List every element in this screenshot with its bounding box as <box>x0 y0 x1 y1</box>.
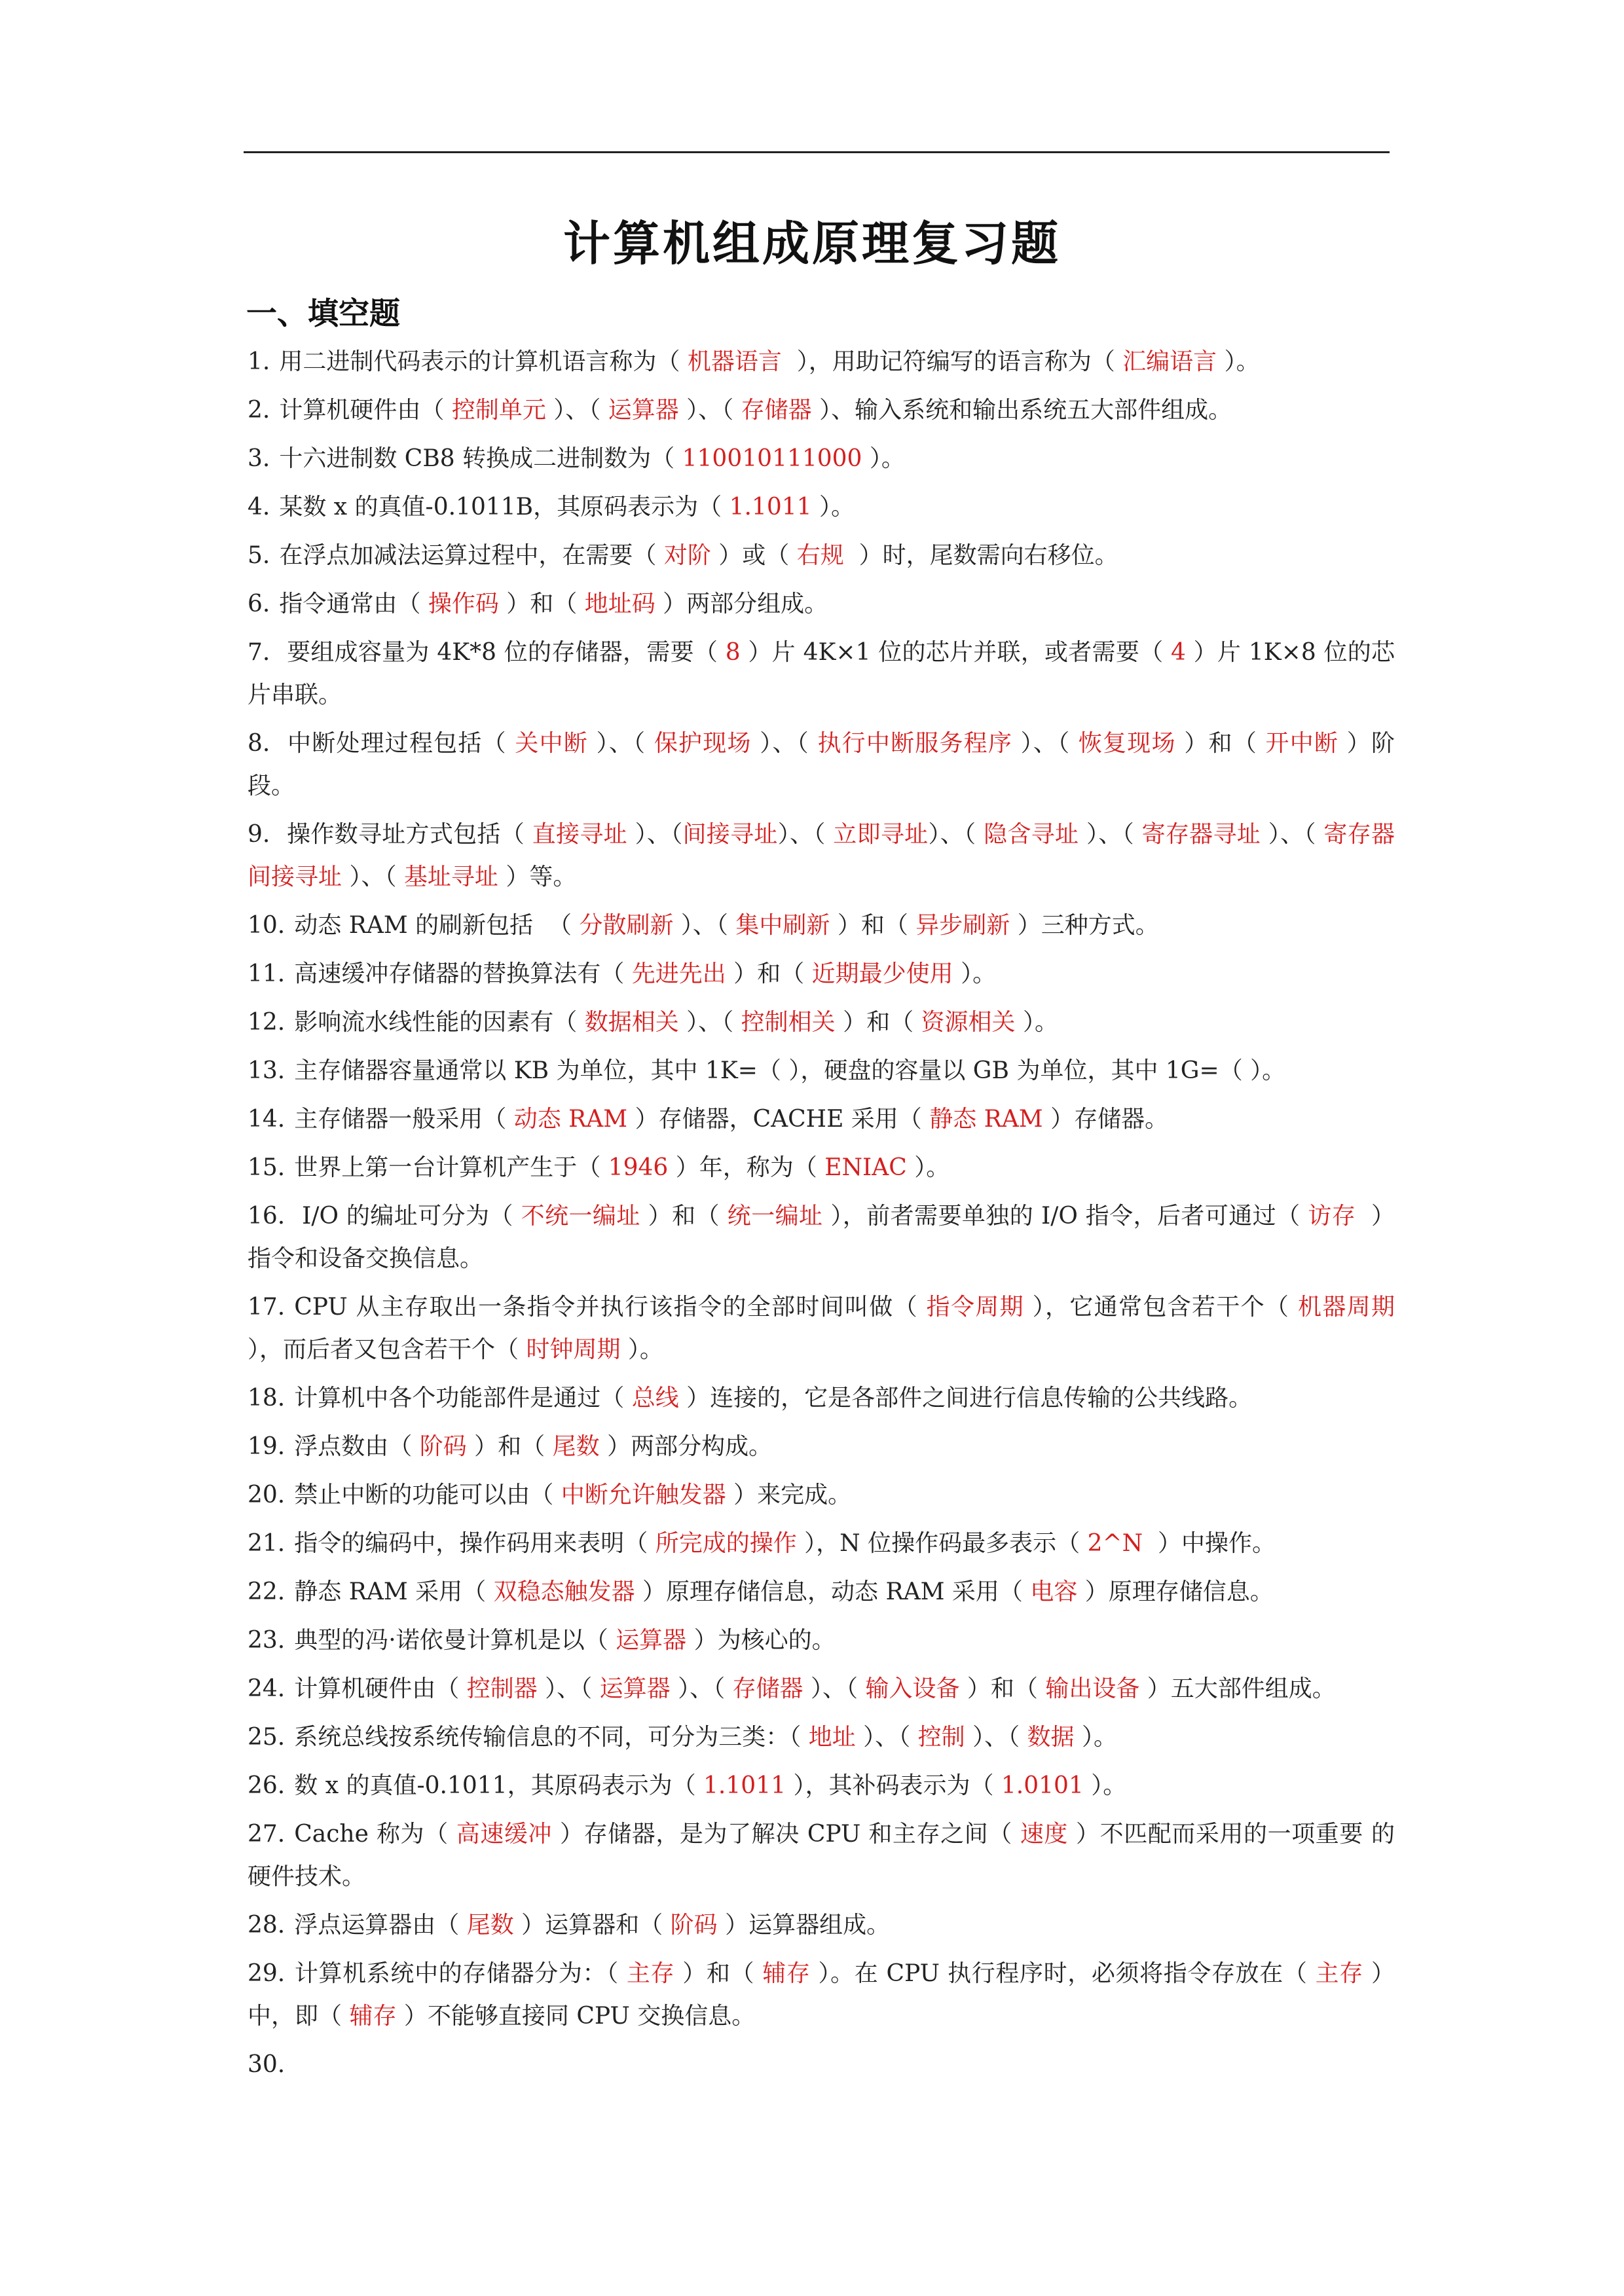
question-item <box>248 534 1395 577</box>
question-text: 在浮点加减法运算过程中，在需要（ <box>279 542 664 569</box>
question-text: ）年，称为（ <box>668 1154 825 1181</box>
question-text: ）和（ <box>726 960 812 987</box>
question-text: ）运算器和（ <box>513 1912 671 1939</box>
question-text: ）三种方式。 <box>1010 912 1159 939</box>
question-number: 21. <box>248 1530 286 1557</box>
answer-text: 控制器 <box>466 1675 538 1702</box>
question-number: 25. <box>248 1724 286 1751</box>
question-number: 23. <box>248 1627 286 1654</box>
question-text: ）、（ <box>545 397 608 424</box>
question-text: ）和（ <box>674 1960 763 1987</box>
question-text: ）、（ <box>537 1675 600 1702</box>
question-item <box>248 1425 1395 1468</box>
question-item <box>248 1049 1395 1092</box>
question-text: ）和（ <box>498 591 585 617</box>
question-text: I/O 的编址可分为（ <box>294 1203 521 1230</box>
answer-text: 分散刷新 <box>579 912 674 939</box>
answer-text: 总线 <box>631 1385 679 1412</box>
question-text: ）不能够直接同 CPU 交换信息。 <box>396 2003 756 2030</box>
question-text: 高速缓冲存储器的替换算法有（ <box>294 960 632 987</box>
question-text: ）、（ <box>928 821 984 848</box>
answer-text: 静态 RAM <box>929 1106 1043 1133</box>
answer-text: 直接寻址 <box>532 821 627 848</box>
answer-text: 机器周期 <box>1298 1294 1395 1321</box>
question-text: 典型的冯·诺依曼计算机是以（ <box>294 1627 616 1654</box>
question-text: ）、（ <box>803 1675 866 1702</box>
answer-text: 1.1011 <box>703 1772 786 1799</box>
question-item <box>248 953 1395 995</box>
question-text: 静态 RAM 采用（ <box>294 1578 494 1605</box>
question-list <box>248 340 1410 2092</box>
question-text: ）、（ <box>670 1675 733 1702</box>
question-text: 计算机中各个功能部件是通过（ <box>294 1385 632 1412</box>
question-text: ）等。 <box>498 864 577 890</box>
question-text: ）和（ <box>835 1009 921 1036</box>
question-text: ）存储器，是为了解决 CPU 和主存之间（ <box>552 1821 1020 1848</box>
answer-text: 尾数 <box>466 1912 514 1939</box>
question-item <box>248 1286 1403 1371</box>
question-item <box>248 1764 1395 1807</box>
answer-text: 操作码 <box>428 591 499 617</box>
answer-text: 寄存器寻址 <box>1141 821 1261 848</box>
question-text: ）。 <box>811 494 855 520</box>
question-text: ）、（ <box>587 730 654 757</box>
question-text: 禁止中断的功能可以由（ <box>294 1482 561 1508</box>
question-text: ）为核心的。 <box>686 1627 836 1654</box>
answer-text: 地址码 <box>584 591 655 617</box>
question-text: ）和（ <box>1175 730 1266 757</box>
question-item <box>248 1522 1395 1565</box>
answer-text: 保护现场 <box>654 730 752 757</box>
answer-text: 近期最少使用 <box>811 960 953 987</box>
question-number: 5. <box>248 542 270 569</box>
question-text: ）和（ <box>959 1675 1046 1702</box>
question-item <box>248 1195 1395 1280</box>
answer-text: 控制 <box>917 1724 965 1751</box>
question-text: 用二进制代码表示的计算机语言称为（ <box>279 348 688 375</box>
question-item <box>248 1667 1395 1710</box>
question-text: ）、（ <box>855 1724 918 1751</box>
question-text: 某数 x 的真值-0.1011B，其原码表示为（ <box>279 494 729 520</box>
question-text: ）和（ <box>640 1203 728 1230</box>
question-text: ）、（ <box>678 397 741 424</box>
answer-text: 先进先出 <box>631 960 726 987</box>
answer-text: 高速缓冲 <box>456 1821 553 1848</box>
answer-text: 寄存器间接寻址 <box>248 821 1395 890</box>
question-text: ）五大部件组成。 <box>1139 1675 1336 1702</box>
answer-text: 地址 <box>808 1724 856 1751</box>
answer-text: 存储器 <box>741 397 812 424</box>
question-text: ）。 <box>1083 1772 1127 1799</box>
question-text: ）中操作。 <box>1143 1530 1276 1557</box>
question-number: 27. <box>248 1821 286 1848</box>
question-number: 16. <box>248 1203 286 1230</box>
answer-text: 中断允许触发器 <box>561 1482 726 1508</box>
answer-text: 1946 <box>608 1154 669 1181</box>
answer-text: 双稳态触发器 <box>493 1578 635 1605</box>
question-item <box>248 813 1395 898</box>
question-text: ）。 <box>1015 1009 1058 1036</box>
question-text: 操作数寻址方式包括（ <box>279 821 532 848</box>
answer-text: 对阶 <box>663 542 711 569</box>
answer-text: 指令周期 <box>926 1294 1024 1321</box>
question-item <box>248 1098 1395 1140</box>
question-text: Cache 称为（ <box>294 1821 456 1848</box>
question-text: ）两部分组成。 <box>655 591 828 617</box>
question-text: 世界上第一台计算机产生于（ <box>294 1154 608 1181</box>
answer-text: 输出设备 <box>1045 1675 1140 1702</box>
question-item <box>248 340 1395 383</box>
answer-text: 110010111000 <box>682 445 862 472</box>
question-item <box>248 904 1395 947</box>
question-text: ）原理存储信息，动态 RAM 采用（ <box>635 1578 1031 1605</box>
question-number: 26. <box>248 1772 286 1799</box>
answer-text: 统一编址 <box>727 1203 823 1230</box>
question-text: 主存储器容量通常以 KB 为单位，其中 1K=（ ），硬盘的容量以 GB 为单位，其中 1G=（ ）。 <box>294 1057 1286 1084</box>
question-text: ）、（ <box>627 821 683 848</box>
question-number: 6. <box>248 591 270 617</box>
answer-text: 尾数 <box>552 1433 600 1460</box>
question-number: 15. <box>248 1154 286 1181</box>
question-item <box>248 1001 1395 1044</box>
question-text: 指令的编码中，操作码用来表明（ <box>294 1530 655 1557</box>
question-text: 主存储器一般采用（ <box>294 1106 514 1133</box>
question-item <box>248 389 1395 431</box>
answer-text: 辅存 <box>349 2003 397 2030</box>
question-text: ）、（ <box>673 912 736 939</box>
answer-text: 集中刷新 <box>735 912 830 939</box>
question-text: ）存储器。 <box>1043 1106 1169 1133</box>
answer-text: 隐含寻址 <box>984 821 1079 848</box>
question-text: ）。 <box>953 960 997 987</box>
question-text: ）运算器组成。 <box>717 1912 891 1939</box>
question-text: 系统总线按系统传输信息的不同，可分为三类：（ <box>294 1724 809 1751</box>
question-text: ）时，尾数需向右移位。 <box>843 542 1118 569</box>
question-number: 20. <box>248 1482 286 1508</box>
question-text: ），其补码表示为（ <box>786 1772 1001 1799</box>
question-number: 18. <box>248 1385 286 1412</box>
question-item <box>248 1146 1395 1189</box>
answer-text: 右规 <box>796 542 844 569</box>
question-text: ）片 4K×1 位的芯片并联，或者需要（ <box>740 639 1172 666</box>
answer-text: 阶码 <box>419 1433 467 1460</box>
question-text: ）连接的，它是各部件之间进行信息传输的公共线路。 <box>678 1385 1253 1412</box>
question-item <box>248 1952 1410 2037</box>
answer-text: 1.0101 <box>1001 1772 1084 1799</box>
question-text: ） 中，即（ <box>248 1960 1410 2030</box>
answer-text: 运算器 <box>599 1675 671 1702</box>
question-text: ）两部分构成。 <box>599 1433 773 1460</box>
question-text: ）片 1K×8 位的芯片串联。 <box>248 639 1395 708</box>
question-text: ）存储器，CACHE 采用（ <box>627 1106 930 1133</box>
question-number: 13. <box>248 1057 286 1084</box>
question-item <box>248 2043 1395 2086</box>
answer-text: 不统一编址 <box>521 1203 640 1230</box>
question-item <box>248 722 1395 807</box>
answer-text: 速度 <box>1020 1821 1068 1848</box>
question-text: ），用助记符编写的语言称为（ <box>781 348 1123 375</box>
answer-text: 控制单元 <box>451 397 546 424</box>
question-text: ）不匹配而采用的一项重要 的硬件技术。 <box>248 1821 1395 1890</box>
question-number: 28. <box>248 1912 286 1939</box>
question-text: 数 x 的真值-0.1011，其原码表示为（ <box>294 1772 704 1799</box>
answer-text: 所完成的操作 <box>655 1530 797 1557</box>
answer-text: 动态 RAM <box>513 1106 628 1133</box>
question-item <box>248 1716 1395 1758</box>
question-text: ），它通常包含若干个（ <box>1024 1294 1299 1321</box>
question-text: 计算机硬件由（ <box>279 397 452 424</box>
answer-text: 运算器 <box>616 1627 687 1654</box>
answer-text: 电容 <box>1030 1578 1078 1605</box>
answer-text: 恢复现场 <box>1078 730 1176 757</box>
question-text: 十六进制数 CB8 转换成二进制数为（ <box>279 445 682 472</box>
question-text: ），N 位操作码最多表示（ <box>796 1530 1088 1557</box>
answer-text: 资源相关 <box>921 1009 1016 1036</box>
question-item <box>248 437 1395 480</box>
question-text: ）。在 CPU 执行程序时，必须将指令存放在（ <box>810 1960 1316 1987</box>
answer-text: 执行中断服务程序 <box>817 730 1013 757</box>
question-text: 浮点运算器由（ <box>294 1912 467 1939</box>
question-text: ）和（ <box>830 912 916 939</box>
question-number: 7. <box>248 639 270 666</box>
question-text: 计算机硬件由（ <box>294 1675 467 1702</box>
question-item <box>248 583 1395 625</box>
question-text: ）、输入系统和输出系统五大部件组成。 <box>811 397 1232 424</box>
question-number: 19. <box>248 1433 286 1460</box>
question-number: 22. <box>248 1578 286 1605</box>
answer-text: 汇编语言 <box>1122 348 1217 375</box>
question-text: ）。 <box>1074 1724 1117 1751</box>
answer-text: 关中断 <box>515 730 588 757</box>
question-text: ）。 <box>1217 348 1260 375</box>
answer-text: 基址寻址 <box>403 864 498 890</box>
question-text: 要组成容量为 4K*8 位的存储器，需要（ <box>279 639 726 666</box>
answer-text: 阶码 <box>670 1912 718 1939</box>
answer-text: 机器语言 <box>687 348 782 375</box>
answer-text: 数据 <box>1027 1724 1075 1751</box>
question-number: 1. <box>248 348 270 375</box>
question-item <box>248 486 1395 528</box>
question-text: ）、（ <box>342 864 404 890</box>
question-item <box>248 1813 1395 1898</box>
question-text: 影响流水线性能的因素有（ <box>294 1009 585 1036</box>
question-text: ）。 <box>620 1336 663 1363</box>
question-text: ）阶段。 <box>248 730 1395 799</box>
question-item <box>248 1474 1395 1516</box>
question-text: ）指令和设备交换信息。 <box>248 1203 1395 1272</box>
question-number: 24. <box>248 1675 286 1702</box>
answer-text: 8 <box>725 639 741 666</box>
question-item <box>248 631 1395 716</box>
question-item <box>248 1571 1395 1613</box>
question-text: 指令通常由（ <box>279 591 428 617</box>
answer-text: 输入设备 <box>865 1675 960 1702</box>
question-number: 9. <box>248 821 270 848</box>
answer-text: 4 <box>1171 639 1186 666</box>
answer-text: 立即寻址 <box>833 821 929 848</box>
answer-text: 数据相关 <box>584 1009 679 1036</box>
answer-text: 主存 <box>1315 1960 1363 1987</box>
question-text: ）、（ <box>1261 821 1324 848</box>
question-text: ）。 <box>906 1154 950 1181</box>
question-number: 29. <box>248 1960 286 1987</box>
question-number: 17. <box>248 1294 286 1321</box>
question-text: ）、（ <box>1079 821 1142 848</box>
answer-text: 访存 <box>1308 1203 1356 1230</box>
question-text: ）。 <box>862 445 905 472</box>
question-text: 动态 RAM 的刷新包括 （ <box>294 912 580 939</box>
answer-text: 异步刷新 <box>915 912 1010 939</box>
question-number: 3. <box>248 445 270 472</box>
question-text: ）、（ <box>1012 730 1079 757</box>
question-number: 30. <box>248 2051 286 2078</box>
question-item <box>248 1619 1395 1662</box>
question-item <box>248 1904 1395 1946</box>
question-text: ）来完成。 <box>726 1482 852 1508</box>
question-text: ）和（ <box>466 1433 553 1460</box>
answer-text: 时钟周期 <box>526 1336 621 1363</box>
answer-text: 存储器 <box>732 1675 803 1702</box>
question-number: 10. <box>248 912 286 939</box>
section-heading: 一、填空题 <box>246 296 400 332</box>
question-number: 2. <box>248 397 270 424</box>
answer-text: 控制相关 <box>741 1009 836 1036</box>
question-number: 14. <box>248 1106 286 1133</box>
question-text: 中断处理过程包括（ <box>279 730 515 757</box>
document-title: 计算机组成原理复习题 <box>563 216 1061 271</box>
answer-text: 开中断 <box>1265 730 1339 757</box>
question-number: 8. <box>248 730 270 757</box>
question-text: ），前者需要单独的 I/O 指令，后者可通过（ <box>822 1203 1308 1230</box>
answer-text: 运算器 <box>608 397 679 424</box>
answer-text: 辅存 <box>762 1960 811 1987</box>
question-text: ）原理存储信息。 <box>1077 1578 1274 1605</box>
question-text: ），而后者又包含若干个（ <box>248 1294 1403 1363</box>
answer-text: 2^N <box>1087 1530 1143 1557</box>
question-number: 12. <box>248 1009 286 1036</box>
question-number: 4. <box>248 494 270 520</box>
question-text: ）、（ <box>777 821 834 848</box>
question-text: 浮点数由（ <box>294 1433 420 1460</box>
question-text: 计算机系统中的存储器分为：（ <box>294 1960 627 1987</box>
question-text: ）或（ <box>710 542 797 569</box>
question-text: ）、（ <box>965 1724 1027 1751</box>
answer-text: 1.1011 <box>729 494 812 520</box>
answer-text: ENIAC <box>824 1154 907 1181</box>
question-number: 11. <box>248 960 286 987</box>
answer-text: 间接寻址 <box>682 821 778 848</box>
question-text: CPU 从主存取出一条指令并执行该指令的全部时间叫做（ <box>294 1294 927 1321</box>
question-text: ）、（ <box>678 1009 741 1036</box>
question-text: ）、（ <box>751 730 818 757</box>
header-rule <box>244 151 1390 153</box>
answer-text: 主存 <box>626 1960 675 1987</box>
question-item <box>248 1377 1395 1419</box>
